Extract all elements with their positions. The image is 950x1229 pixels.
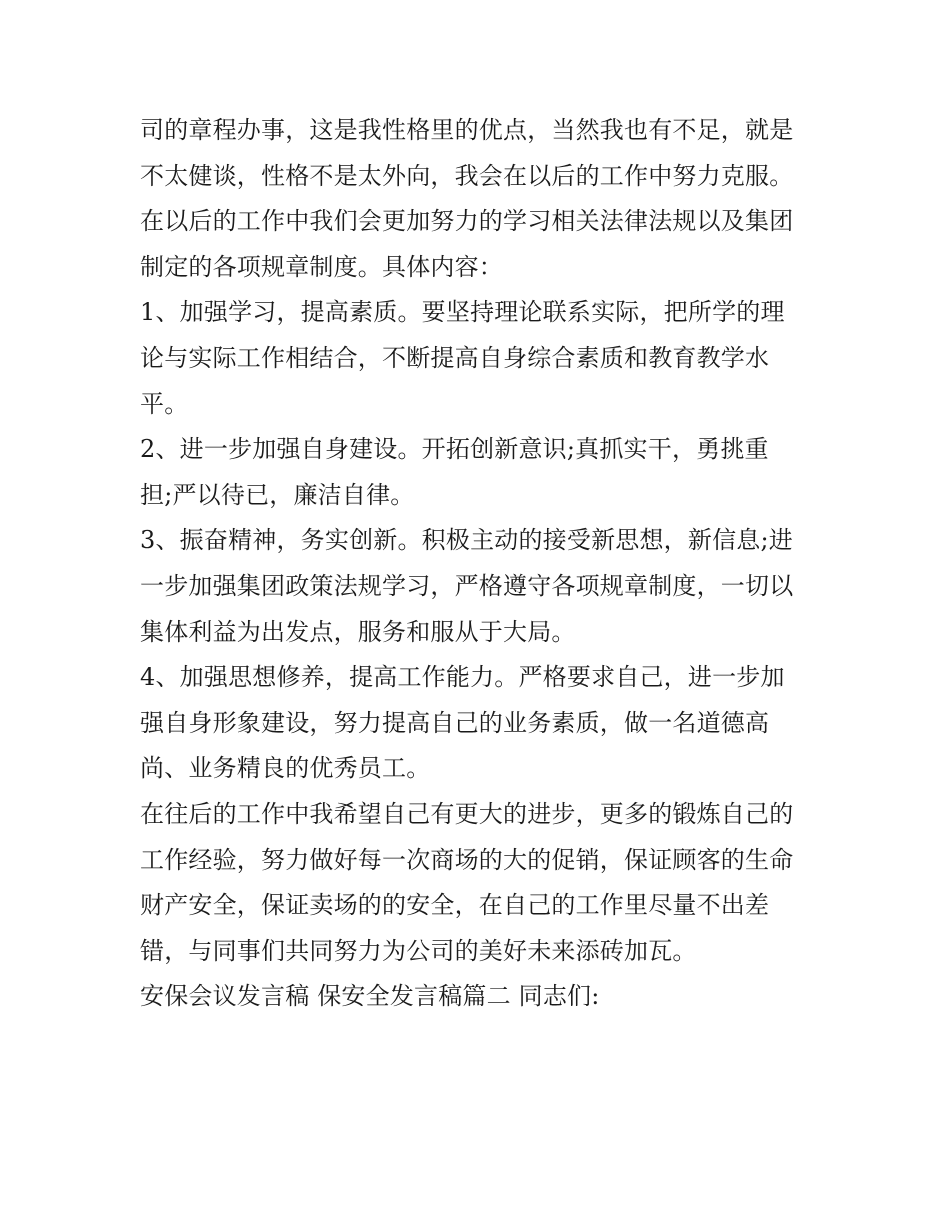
text-line: 论与实际工作相结合，不断提高自身综合素质和教育教学水 [140, 343, 770, 372]
list-item-2 [140, 427, 830, 518]
paragraph-future-plan [140, 199, 830, 290]
text-line: 3、振奋精神，务实创新。积极主动的接受新思想，新信息;进 [140, 526, 793, 555]
text-line: 在往后的工作中我希望自己有更大的进步，更多的锻炼自己的 [140, 799, 794, 828]
text-line: 1、加强学习，提高素质。要坚持理论联系实际，把所学的理 [140, 298, 785, 327]
text-line: 强自身形象建设，努力提高自己的业务素质，做一名道德高 [140, 708, 770, 737]
list-item-3 [140, 518, 830, 655]
text-line: 集体利益为出发点，服务和服从于大局。 [140, 617, 576, 646]
paragraph-intro-continued [140, 108, 830, 199]
text-line: 司的章程办事，这是我性格里的优点，当然我也有不足，就是 [140, 116, 794, 144]
text-line: 担;严以待已，廉洁自律。 [140, 480, 415, 509]
text-line: 在以后的工作中我们会更加努力的学习相关法律法规以及集团 [140, 207, 794, 236]
paragraph-closing [140, 792, 830, 974]
text-line: 2、进一步加强自身建设。开拓创新意识;真抓实干，勇挑重 [140, 435, 769, 464]
text-line: 不太健谈，性格不是太外向，我会在以后的工作中努力克服。 [140, 161, 794, 190]
list-item-1 [140, 290, 830, 427]
text-line: 尚、业务精良的优秀员工。 [140, 754, 431, 783]
text-line: 安保会议发言稿 保安全发言稿篇二 同志们: [140, 982, 600, 1011]
text-line: 错，与同事们共同努力为公司的美好未来添砖加瓦。 [140, 936, 697, 965]
text-line: 制定的各项规章制度。具体内容： [140, 252, 503, 281]
text-line: 一步加强集团政策法规学习，严格遵守各项规章制度，一切以 [140, 571, 794, 600]
list-item-4 [140, 655, 830, 792]
text-line: 平。 [140, 389, 189, 418]
text-line: 财产安全，保证卖场的的安全，在自己的工作里尽量不出差 [140, 891, 770, 920]
text-line: 工作经验，努力做好每一次商场的大的促销，保证顾客的生命 [140, 845, 794, 874]
text-line: 4、加强思想修养，提高工作能力。严格要求自己，进一步加 [140, 663, 785, 692]
paragraph-next-section [140, 974, 830, 1020]
document-body [140, 108, 830, 1020]
